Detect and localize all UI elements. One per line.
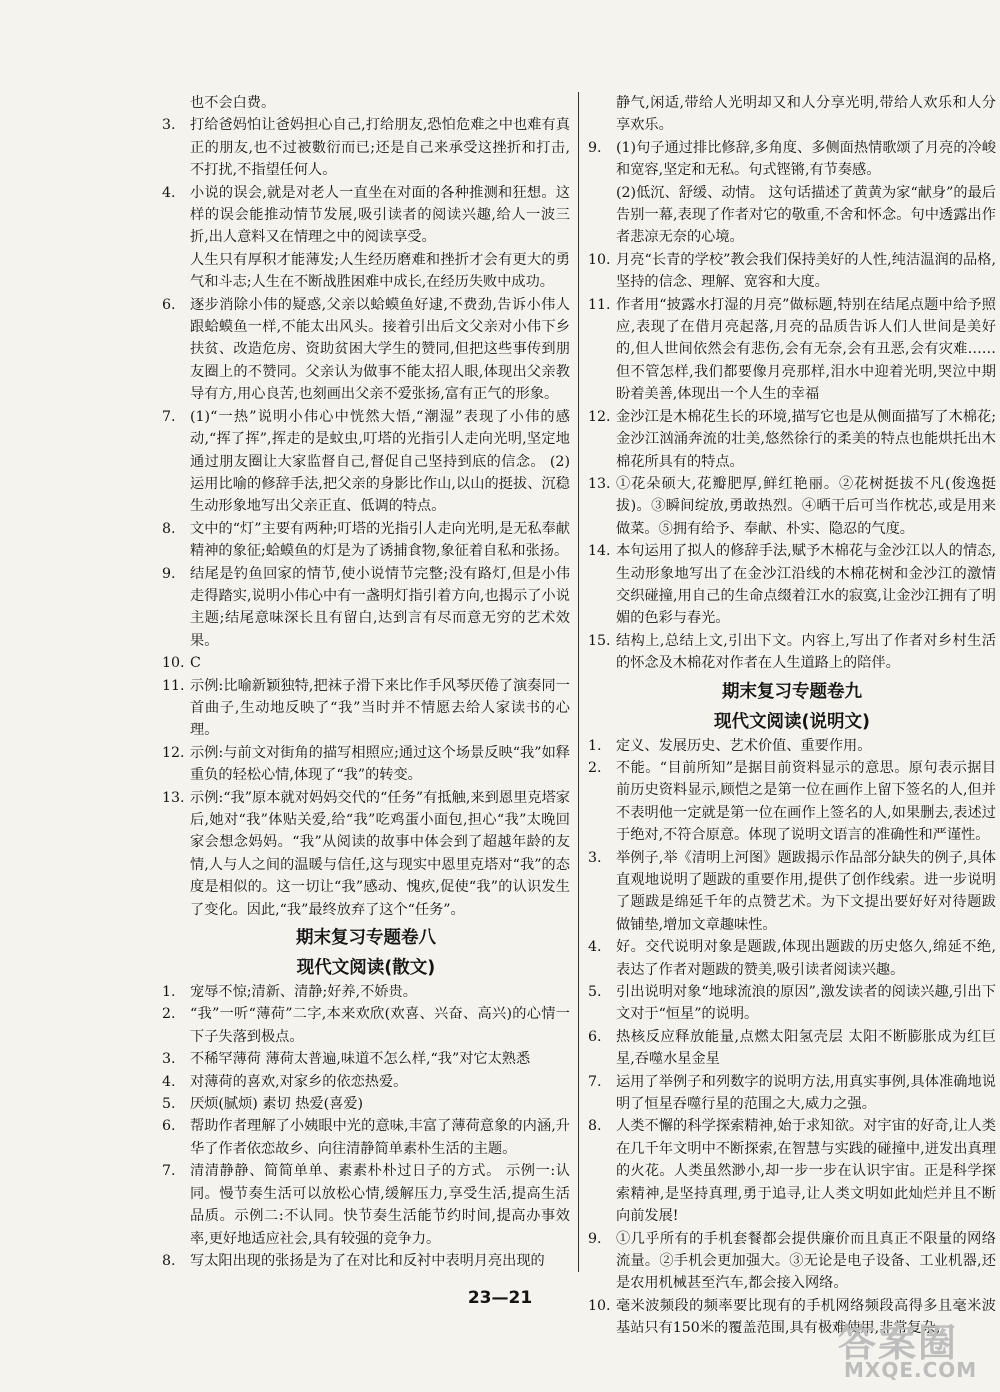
answer-item bbox=[162, 1093, 570, 1115]
answer-number: 2. bbox=[162, 1006, 176, 1023]
answer-text: 示例:“我”原本就对妈妈交代的“任务”有抵触,来到恩里克塔家后,她对“我”体贴关爱,给“我”吃鸡蛋小面包,担心“我”太晚回家会想念妈妈。“我”从阅读的故事中体会到了超越年龄的友情,人与人之间的温暖与信任,这与现实中恩里克塔对“我”的态度是相似的。这一切让“我”感动、愧疚,促使“我”的认识发生了变化。因此,“我”最终放弃了这个“任务”。 bbox=[190, 789, 570, 918]
answer-number: 4. bbox=[162, 1073, 176, 1090]
answer-text: 毫米波频段的频率要比现有的手机网络频段高得多且毫米波基站只有150米的覆盖范围,具有极难使用,非常复杂, bbox=[616, 1297, 996, 1337]
answer-item bbox=[162, 787, 570, 921]
answer-text: C bbox=[190, 655, 201, 672]
answer-item bbox=[162, 652, 570, 674]
answer-text: 文中的“灯”主要有两种;叮塔的光指引人走向光明,是无私奉献精神的象征;蛤蟆鱼的灯是为了诱捕食物,象征着自私和张扬。 bbox=[190, 520, 570, 560]
answer-text: (1)句子通过排比修辞,多角度、多侧面热情歌颂了月亮的冷峻和宽容,坚定和无私。句式铿锵,有节奏感。 bbox=[616, 139, 996, 179]
answer-item bbox=[588, 92, 996, 137]
answer-text: 不稀罕薄荷 薄荷太普遍,味道不怎么样,“我”对它太熟悉 bbox=[190, 1051, 531, 1068]
answer-text: 人类不懈的科学探索精神,始于求知欲。对宇宙的好奇,让人类在几千年文明中不断探索,在智慧与实践的碰撞中,迸发出真理的火花。人类虽然渺小,却一步一步在认识宇宙。正是科学探索精神,是坚持真理,勇于追寻,让人类文明如此灿烂并且不断向前发展! bbox=[616, 1118, 996, 1225]
answer-text: “我”一听“薄荷”二字,本来欢欣(欢喜、兴奋、高兴)的心情一下子失落到极点。 bbox=[190, 1006, 570, 1045]
answer-number: 10. bbox=[588, 1297, 611, 1314]
answer-item bbox=[588, 182, 996, 249]
answer-number: 11. bbox=[588, 296, 611, 313]
answer-number: 13. bbox=[588, 475, 611, 492]
answer-number: 9. bbox=[588, 139, 602, 156]
answer-item bbox=[588, 473, 996, 540]
answer-text: 引出说明对象“地球流浪的原因”,激发读者的阅读兴趣,引出下文对于“恒星”的说明。 bbox=[616, 984, 996, 1023]
watermark-logo bbox=[838, 1312, 988, 1386]
answer-number: 14. bbox=[588, 543, 611, 560]
answer-text: 宠辱不惊;清新、清静;好养,不娇贵。 bbox=[190, 984, 417, 1001]
answer-text: 不能。“目前所知”是据目前资料显示的意思。原句表示据目前历史资料显示,顾恺之是第一位在画作上留下签名的人,但并不表明他一定就是第一位在画作上签名的人,如果删去,表述过于绝对,不符合原意。体现了说明文语言的准确性和严谨性。 bbox=[616, 759, 996, 844]
answer-text: 清清静静、简简单单、素素朴朴过日子的方式。 示例一:认同。慢节奏生活可以放松心情,缓解压力,享受生活,提高生活品质。示例二:不认同。快节奏生活能节约时间,提高办事效率,更好地适应社会,具有较强的竞争力。 bbox=[190, 1163, 570, 1247]
answer-item bbox=[588, 981, 996, 1026]
answer-item bbox=[588, 735, 996, 757]
answer-item bbox=[162, 1071, 570, 1093]
answer-number: 3. bbox=[588, 849, 602, 866]
answer-number: 12. bbox=[588, 408, 611, 425]
answer-text: 作者用“披露水打湿的月亮”做标题,特别在结尾点题中给予照应,表现了在借月亮起落,月亮的品质告诉人们人世间是美好的,但人世间依然会有悲伤,会有无奈,会有丑恶,会有灾难……但不管怎样,我们都要像月亮那样,泪水中迎着光明,哭泣中期盼着美善,体现出一个人生的幸福 bbox=[616, 296, 996, 403]
answer-number: 9. bbox=[162, 565, 176, 582]
answer-number: 8. bbox=[162, 1252, 176, 1269]
answer-item bbox=[162, 1115, 570, 1160]
answer-item bbox=[588, 630, 996, 675]
answer-text: 定义、发展历史、艺术价值、重要作用。 bbox=[616, 737, 872, 754]
answer-item bbox=[162, 92, 570, 114]
answer-number: 5. bbox=[588, 984, 602, 1001]
answer-item bbox=[162, 1250, 570, 1272]
answer-item bbox=[588, 1115, 996, 1227]
answer-item bbox=[162, 1160, 570, 1250]
answer-item bbox=[588, 847, 996, 937]
answer-number: 1. bbox=[588, 737, 602, 754]
answer-item bbox=[162, 563, 570, 653]
answer-number: 6. bbox=[162, 1118, 176, 1135]
section-subtitle-9: 现代文阅读(说明文) bbox=[714, 711, 870, 732]
section-title-8: 期末复习专题卷八 bbox=[296, 928, 436, 949]
answer-text: 逐步消除小伟的疑惑,父亲以蛤蟆鱼好逮,不费劲,告诉小伟人跟蛤蟆鱼一样,不能太出风头。接着引出后文父亲对小伟下乡扶贫、改造危房、资助贫困大学生的赞同,但把这些事传到朋友圈上的不赞同。父亲认为做事不能太招人眼,体现出父亲教导有方,用心良苦,也刻画出父亲不爱张扬,富有正气的形象。 bbox=[190, 296, 570, 403]
answer-text: 厌烦(腻烦) 素切 热爱(喜爱) bbox=[190, 1096, 364, 1113]
answer-number: 1. bbox=[162, 984, 176, 1001]
right-column bbox=[588, 92, 996, 1340]
answer-text: 好。交代说明对象是题跋,体现出题跋的历史悠久,绵延不绝,表达了作者对题跋的赞美,吸引读者阅读兴趣。 bbox=[616, 939, 996, 978]
answer-number: 6. bbox=[162, 296, 176, 313]
answer-number: 5. bbox=[162, 1096, 176, 1113]
answer-item bbox=[588, 406, 996, 473]
answer-item bbox=[588, 757, 996, 847]
section-subtitle-8: 现代文阅读(散文) bbox=[296, 958, 436, 979]
answer-text: 结尾是钓鱼回家的情节,使小说情节完整;没有路灯,但是小伟走得踏实,说明小伟心中有一盏明灯指引着方向,也揭示了小说主题;结尾意味深长且有留白,达到言有尽而意无穷的艺术效果。 bbox=[190, 565, 570, 649]
answer-item bbox=[588, 1228, 996, 1295]
answer-item bbox=[162, 182, 570, 249]
page-number: 23—21 bbox=[467, 1288, 533, 1308]
column-divider bbox=[578, 92, 579, 1272]
answer-text: 写太阳出现的张扬是为了在对比和反衬中表明月亮出现的 bbox=[190, 1252, 545, 1269]
answer-number: 10. bbox=[588, 251, 611, 268]
answer-number: 6. bbox=[588, 1028, 602, 1045]
answer-text: 帮助作者理解了小姨眼中光的意味,丰富了薄荷意象的内涵,升华了作者依恋故乡、向往清静简单素朴生活的主题。 bbox=[190, 1118, 570, 1157]
answer-text: 月亮“长青的学校”教会我们保持美好的人性,纯洁温润的品格,坚持的信念、理解、宽容和大度。 bbox=[616, 251, 996, 291]
answer-item bbox=[162, 1003, 570, 1048]
answer-text: 金沙江是木棉花生长的环境,描写它也是从侧面描写了木棉花;金沙江汹涌奔流的壮美,悠然徐行的柔美的特点也能烘托出木棉花所具有的特点。 bbox=[616, 408, 996, 470]
answer-text: 示例:与前文对街角的描写相照应;通过这个场景反映“我”如释重负的轻松心情,体现了“我”的转变。 bbox=[190, 744, 570, 784]
answer-number: 15. bbox=[588, 632, 611, 649]
answer-number: 12. bbox=[162, 744, 185, 761]
answer-item bbox=[588, 249, 996, 294]
watermark-text: 答案圈 bbox=[838, 1321, 959, 1365]
answer-item bbox=[162, 518, 570, 563]
answer-item bbox=[588, 294, 996, 406]
answer-number: 4. bbox=[162, 184, 176, 201]
answer-item bbox=[162, 294, 570, 406]
answer-text: (1)“一热”说明小伟心中恍然大悟,“潮湿”表现了小伟的感动,“挥了挥”,挥走的是蚊虫,叮塔的光指引人走向光明,坚定地通过朋友圈让大家监督自己,督促自己坚持到底的信念。 (2)运用比喻的修辞手法,把父亲的身影比作山,以山的挺拔、沉稳生动形象地写出父亲正直、低调的特点。 bbox=[190, 408, 570, 515]
answer-text: 本句运用了拟人的修辞手法,赋予木棉花与金沙江以人的情态,生动形象地写出了在金沙江沿线的木棉花树和金沙江的激情交织碰撞,用自己的生命点缀着江水的寂寞,让金沙江拥有了明媚的色彩与春光。 bbox=[616, 543, 996, 627]
watermark-url: MXQE.COM bbox=[844, 1358, 978, 1382]
left-column bbox=[162, 92, 570, 1272]
answer-text: 运用了举例子和列数字的说明方法,用真实事例,具体准确地说明了恒星吞噬行星的范围之大,威力之强。 bbox=[616, 1073, 996, 1113]
answer-number: 7. bbox=[162, 1163, 176, 1180]
answer-text: 对薄荷的喜欢,对家乡的依恋热爱。 bbox=[190, 1073, 408, 1090]
answer-text: 示例:比喻新颖独特,把袜子滑下来比作手风琴厌倦了演奏同一首曲子,生动地反映了“我”当时并不情愿去给人家读书的心理。 bbox=[190, 677, 570, 739]
answer-item bbox=[162, 114, 570, 181]
section-title-9: 期末复习专题卷九 bbox=[722, 681, 862, 702]
answer-text: 静气,闲适,带给人光明却又和人分享光明,带给人欢乐和人分享欢乐。 bbox=[616, 95, 996, 134]
answer-number: 7. bbox=[162, 408, 176, 425]
answer-number: 13. bbox=[162, 789, 185, 806]
answer-item bbox=[162, 249, 570, 294]
answer-number: 8. bbox=[162, 520, 176, 537]
answer-text: 举例子,举《清明上河图》题跋揭示作品部分缺失的例子,具体直观地说明了题跋的重要作用,提供了创作线索。进一步说明了题跋是绵延千年的点赞艺术。为下文提出要好好对待题跋做铺垫,增加文章趣味性。 bbox=[616, 849, 996, 933]
answer-number: 2. bbox=[588, 759, 602, 776]
answer-number: 8. bbox=[588, 1118, 602, 1135]
answer-item bbox=[588, 936, 996, 981]
answer-number: 9. bbox=[588, 1230, 602, 1247]
answer-number: 10. bbox=[162, 655, 185, 672]
answer-text: ①花朵硕大,花瓣肥厚,鲜红艳丽。②花树挺拔不凡(俊逸挺拔)。③瞬间绽放,勇敢热烈。④晒干后可当作枕芯,或是用来做菜。⑤拥有给予、奉献、朴实、隐忍的气度。 bbox=[616, 475, 996, 537]
answer-text: 打给爸妈怕让爸妈担心自己,打给朋友,恐怕危难之中也难有真正的朋友,也不过被數衍而已;还是自己来承受这挫折和打击,不打扰,不指望任何人。 bbox=[190, 117, 570, 179]
answer-text: ①几乎所有的手机套餐都会提供廉价而且真正不限量的网络流量。②手机会更加强大。③无论是电子设备、工业机器,还是农用机械甚至汽车,都会接入网络。 bbox=[616, 1230, 996, 1292]
answer-text: (2)低沉、舒缓、动情。 这句话描述了黄黄为家“献身”的最后告别一幕,表现了作者对它的敬重,不舍和怀念。句中透露出作者悲凉无奈的心境。 bbox=[616, 184, 996, 246]
answer-number: 11. bbox=[162, 677, 185, 694]
answer-item bbox=[162, 742, 570, 787]
answer-text: 也不会白费。 bbox=[190, 95, 276, 111]
answer-item bbox=[162, 406, 570, 518]
answer-number: 3. bbox=[162, 1051, 176, 1068]
answer-item bbox=[162, 1048, 570, 1070]
answer-item bbox=[588, 137, 996, 182]
answer-text: 人生只有厚积才能薄发;人生经历磨难和挫折才会有更大的勇气和斗志;人生在不断战胜困难中成长,在经历失败中成功。 bbox=[190, 251, 570, 291]
answer-text: 结构上,总结上文,引出下文。内容上,写出了作者对乡村生活的怀念及木棉花对作者在人生道路上的陪伴。 bbox=[616, 632, 996, 672]
answer-item bbox=[162, 675, 570, 742]
answer-text: 热核反应释放能量,点燃太阳氢壳层 太阳不断膨胀成为红巨星,吞噬水星金星 bbox=[616, 1028, 996, 1068]
answer-item bbox=[162, 981, 570, 1003]
answer-item bbox=[588, 1026, 996, 1071]
answer-text: 小说的误会,就是对老人一直坐在对面的各种推测和狂想。这样的误会能推动情节发展,吸引读者的阅读兴趣,给人一波三折,出人意料又在情理之中的阅读享受。 bbox=[190, 184, 570, 246]
answer-item bbox=[588, 540, 996, 630]
answer-number: 7. bbox=[588, 1073, 602, 1090]
answer-number: 4. bbox=[588, 939, 602, 956]
answer-item bbox=[588, 1071, 996, 1116]
answer-number: 3. bbox=[162, 117, 176, 134]
